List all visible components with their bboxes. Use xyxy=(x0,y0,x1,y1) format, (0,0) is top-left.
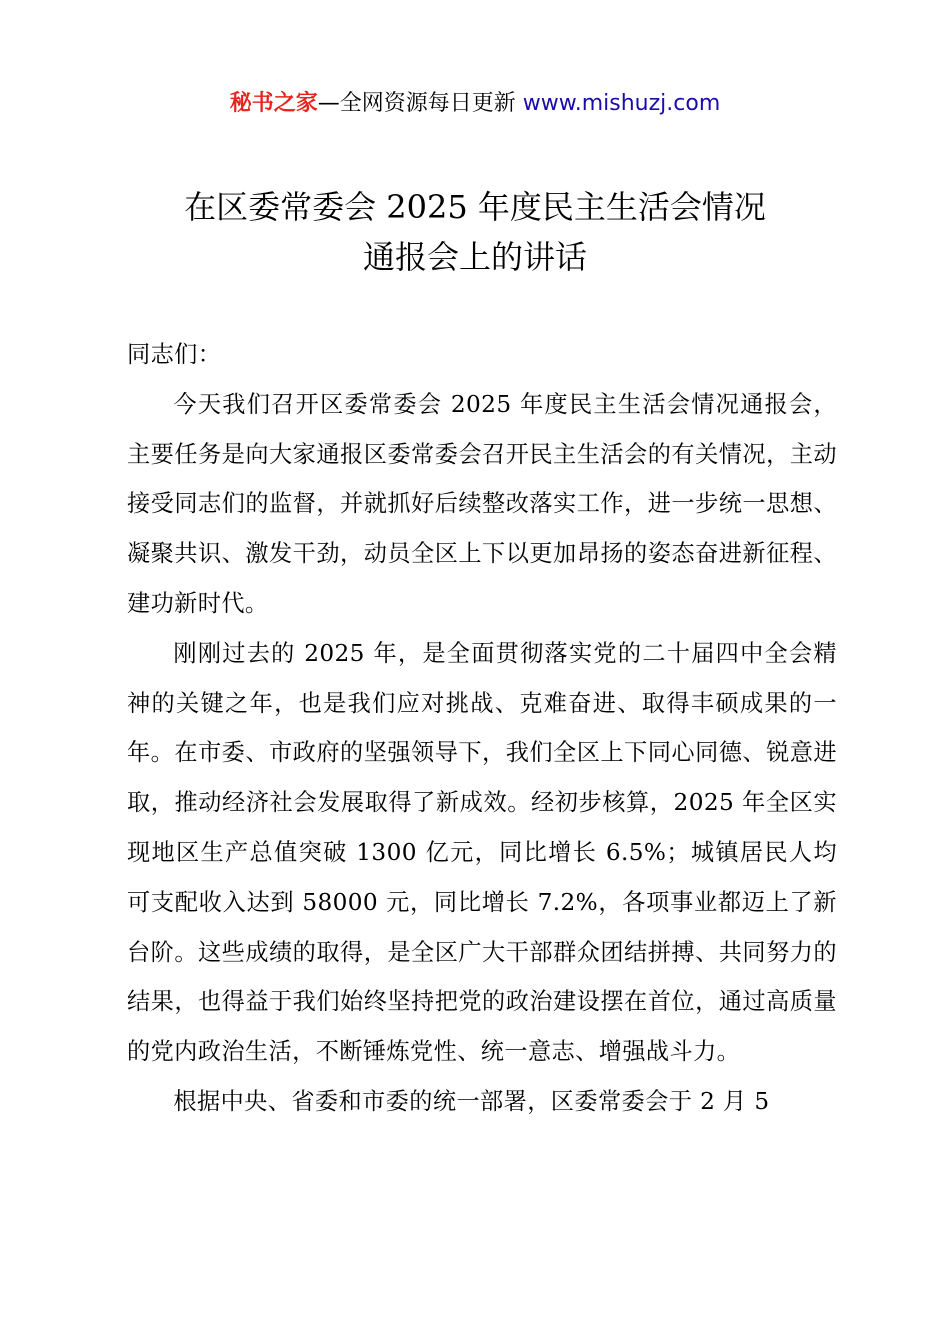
header-slogan: 全网资源每日更新 xyxy=(339,91,516,116)
document-body xyxy=(127,330,837,1127)
paragraph-3: 根据中央、省委和市委的统一部署，区委常委会于 2 月 5 xyxy=(173,1087,770,1115)
site-url: www.mishuzj.com xyxy=(522,91,721,116)
title-line-1: 在区委常委会 2025 年度民主生活会情况 xyxy=(184,188,766,226)
header-dash: — xyxy=(317,91,340,116)
document-title xyxy=(0,182,950,282)
title-line-2: 通报会上的讲话 xyxy=(362,238,587,276)
site-header xyxy=(0,88,950,120)
paragraph-2: 刚刚过去的 2025 年，是全面贯彻落实党的二十届四中全会精神的关键之年，也是我们应对挑战、克难奋进、取得丰硕成果的一年。在市委、市政府的坚强领导下，我们全区上下同心同德、锐意进取，推动经济社会发展取得了新成效。经初步核算，2025 年全区实现地区生产总值突破 1300 亿元，同比增长 6.5%；城镇居民人均可支配收入达到 58000 元，同比增长 7.2%，各项事业都迈上了新台阶。这些成绩的取得，是全区广大干部群众团结拼搏、共同努力的结果，也得益于我们始终坚持把党的政治建设摆在首位，通过高质量的党内政治生活，不断锤炼党性、统一意志、增强战斗力。 xyxy=(127,639,837,1066)
paragraph-1: 今天我们召开区委常委会 2025 年度民主生活会情况通报会，主要任务是向大家通报区委常委会召开民主生活会的有关情况，主动接受同志们的监督，并就抓好后续整改落实工作，进一步统一思想、凝聚共识、激发干劲，动员全区上下以更加昂扬的姿态奋进新征程、建功新时代。 xyxy=(127,390,837,617)
brand-name: 秘书之家 xyxy=(229,91,318,116)
salutation: 同志们： xyxy=(127,341,222,368)
